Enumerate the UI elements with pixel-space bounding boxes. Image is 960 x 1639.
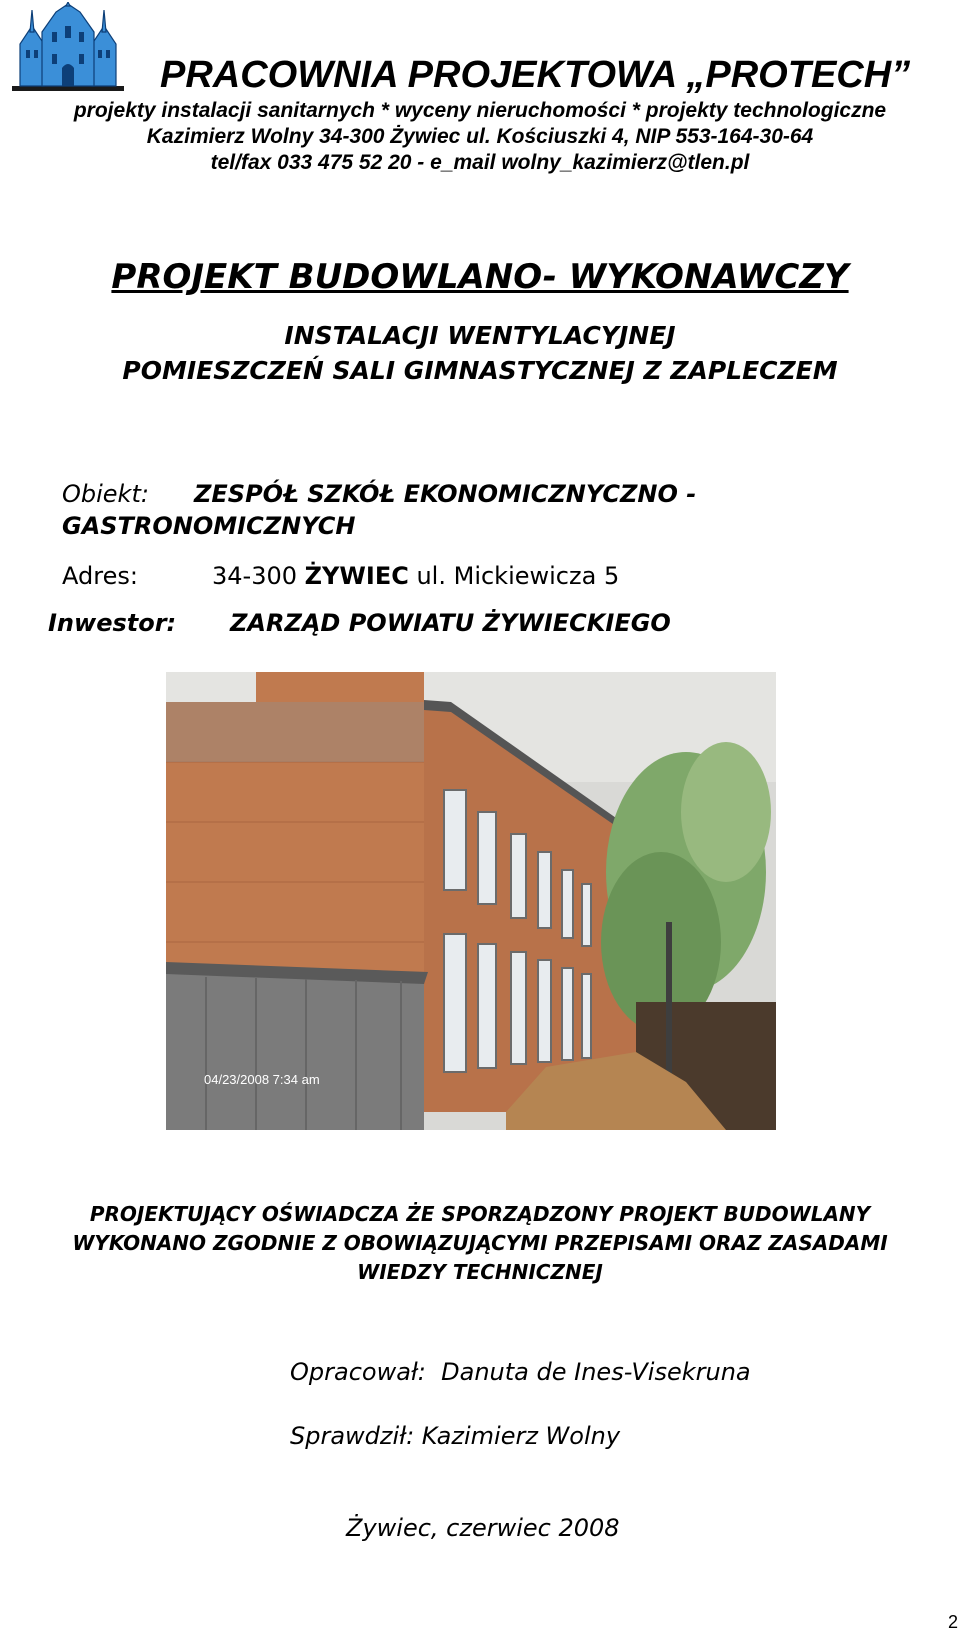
object-value-line2: GASTRONOMICZNYCH bbox=[62, 512, 356, 540]
checked-by-name: Kazimierz Wolny bbox=[421, 1422, 621, 1450]
prepared-by bbox=[290, 1356, 751, 1388]
address-value bbox=[212, 560, 619, 592]
place-date: Żywiec, czerwiec 2008 bbox=[346, 1514, 620, 1542]
project-subtitle-line1: INSTALACJI WENTYLACYJNEJ bbox=[284, 321, 676, 350]
firm-address: Kazimierz Wolny 34-300 Żywiec ul. Kościuszki 4, NIP 553-164-30-64 bbox=[146, 125, 814, 148]
declaration-line2: WYKONANO ZGODNIE Z OBOWIĄZUJĄCYMI PRZEPISAMI ORAZ ZASADAMI bbox=[72, 1231, 888, 1255]
firm-services: projekty instalacji sanitarnych * wyceny nieruchomości * projekty technologiczne bbox=[73, 99, 887, 122]
photo-timestamp: 04/23/2008 7:34 am bbox=[204, 1072, 320, 1087]
address-city: ŻYWIEC bbox=[304, 562, 409, 590]
address-label: Adres: bbox=[62, 562, 138, 590]
project-title: PROJEKT BUDOWLANO- WYKONAWCZY bbox=[111, 257, 849, 297]
object-label: Obiekt: bbox=[62, 480, 149, 508]
investor-value: ZARZĄD POWIATU ŻYWIECKIEGO bbox=[230, 609, 671, 637]
page-number: 2 bbox=[947, 1612, 958, 1632]
building-photo bbox=[166, 672, 776, 1130]
checked-by bbox=[290, 1420, 620, 1452]
building-photo-image bbox=[166, 672, 776, 1130]
address-street: ul. Mickiewicza 5 bbox=[408, 562, 620, 590]
firm-name: PRACOWNIA PROJEKTOWA „PROTECH” bbox=[160, 54, 911, 96]
project-subtitle-line2: POMIESZCZEŃ SALI GIMNASTYCZNEJ Z ZAPLECZEM bbox=[122, 356, 838, 385]
castle-logo-icon bbox=[12, 2, 124, 92]
declaration-line1: PROJEKTUJĄCY OŚWIADCZA ŻE SPORZĄDZONY PROJEKT BUDOWLANY bbox=[89, 1202, 871, 1226]
checked-by-label: Sprawdził: bbox=[290, 1422, 415, 1450]
investor-label: Inwestor: bbox=[48, 609, 177, 637]
address-code: 34-300 bbox=[212, 562, 305, 590]
object-value-line1: ZESPÓŁ SZKÓŁ EKONOMICZNYCZNO - bbox=[194, 480, 697, 508]
firm-contact: tel/fax 033 475 52 20 - e_mail wolny_kazimierz@tlen.pl bbox=[210, 151, 750, 174]
declaration-line3: WIEDZY TECHNICZNEJ bbox=[357, 1260, 603, 1284]
prepared-by-name: Danuta de Ines-Visekruna bbox=[441, 1358, 751, 1386]
prepared-by-label: Opracował: bbox=[290, 1358, 426, 1386]
